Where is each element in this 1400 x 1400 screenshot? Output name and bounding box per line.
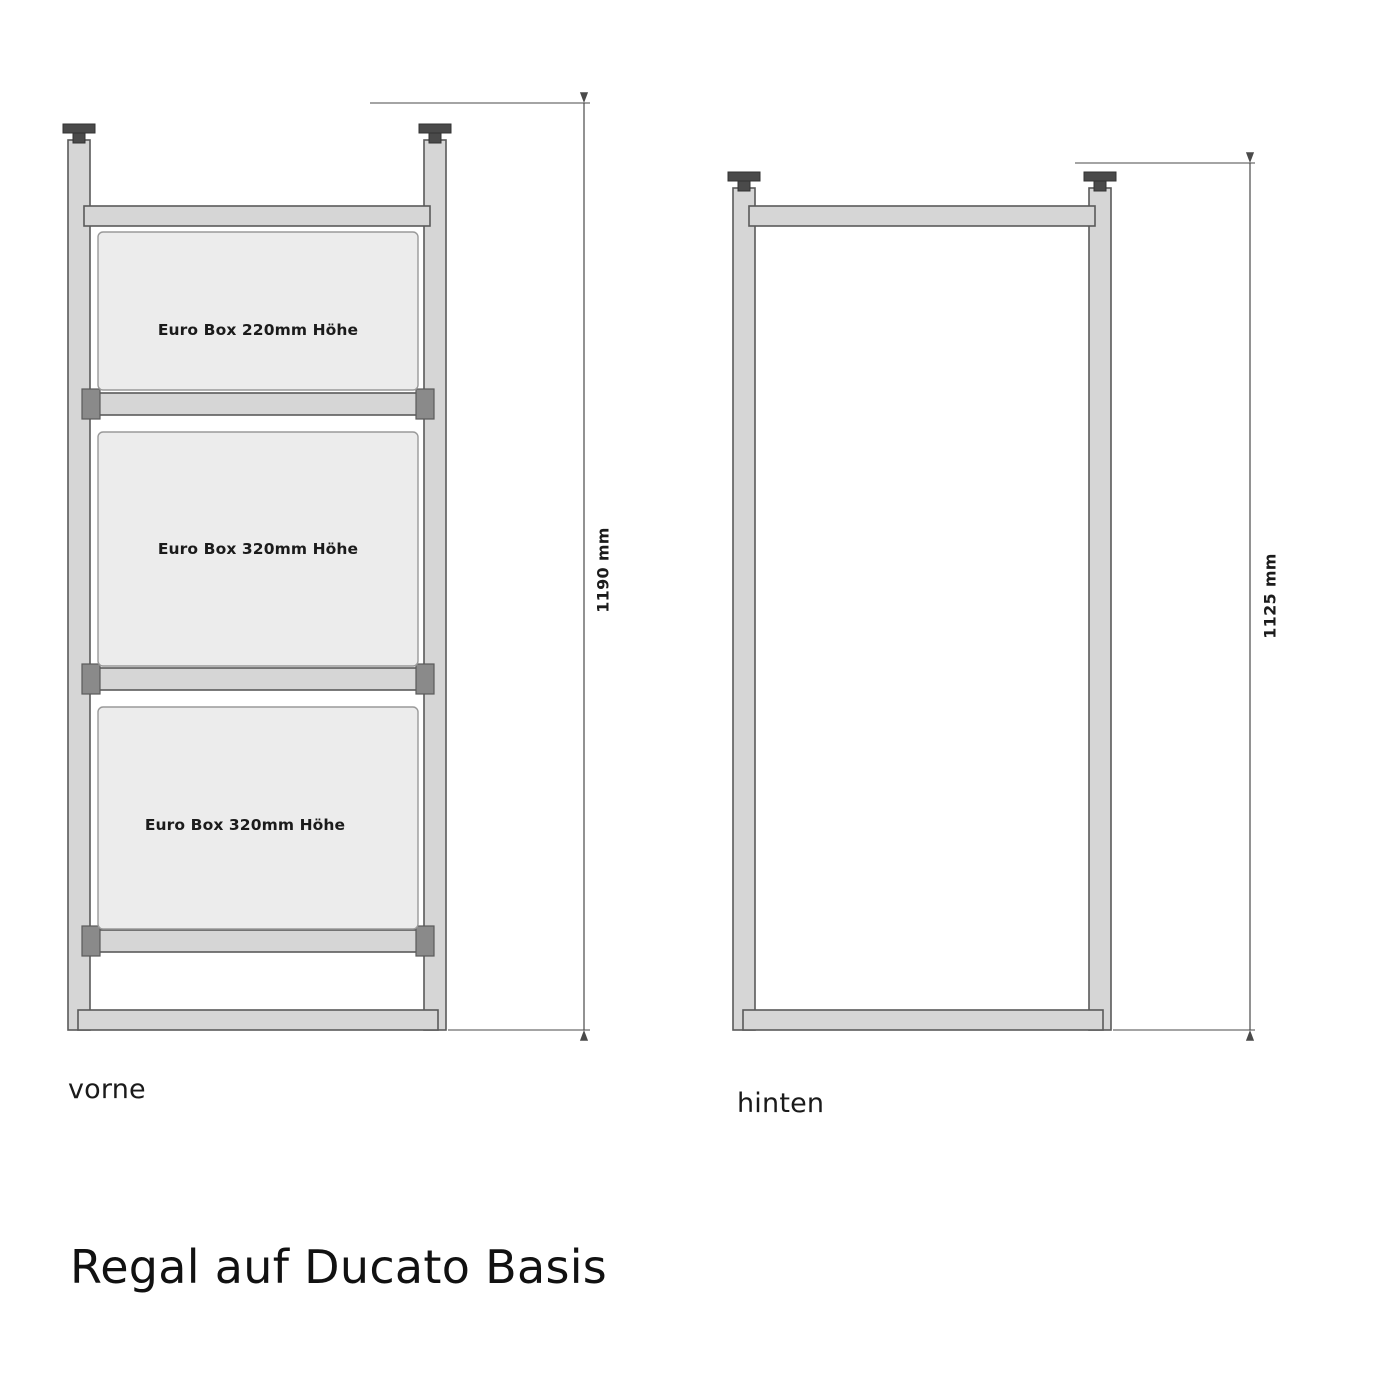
rear-view-group xyxy=(728,163,1255,1030)
front-right-post-cap-stem xyxy=(429,133,441,143)
front-right-post xyxy=(424,140,446,1030)
front-bracket-left-2 xyxy=(82,664,100,694)
front-beam-bottom xyxy=(78,1010,438,1030)
front-beam-1 xyxy=(84,393,430,415)
front-bracket-right-3 xyxy=(416,926,434,956)
front-bracket-right-1 xyxy=(416,389,434,419)
front-bracket-right-2 xyxy=(416,664,434,694)
rear-right-post-cap xyxy=(1084,172,1116,181)
rear-view-label: hinten xyxy=(737,1088,825,1119)
euro-box-1-label: Euro Box 220mm Höhe xyxy=(157,321,359,339)
rear-beam-top xyxy=(749,206,1095,226)
front-beam-3 xyxy=(84,930,430,952)
front-view-label: vorne xyxy=(68,1074,146,1105)
euro-box-3-label: Euro Box 320mm Höhe xyxy=(144,816,346,834)
euro-box-2-label: Euro Box 320mm Höhe xyxy=(157,540,359,558)
drawing-title: Regal auf Ducato Basis xyxy=(70,1240,608,1294)
rear-dimension-value: 1125 mm xyxy=(1260,553,1280,639)
front-left-post-cap-stem xyxy=(73,133,85,143)
front-left-post xyxy=(68,140,90,1030)
rear-right-post-cap-stem xyxy=(1094,181,1106,191)
rear-right-post xyxy=(1089,188,1111,1030)
front-bracket-left-1 xyxy=(82,389,100,419)
rear-beam-bottom xyxy=(743,1010,1103,1030)
rear-left-post-cap-stem xyxy=(738,181,750,191)
rear-left-post xyxy=(733,188,755,1030)
front-bracket-left-3 xyxy=(82,926,100,956)
front-beam-top xyxy=(84,206,430,226)
front-dimension-value: 1190 mm xyxy=(593,527,613,613)
rear-left-post-cap xyxy=(728,172,760,181)
front-beam-2 xyxy=(84,668,430,690)
front-view-group xyxy=(63,103,590,1030)
front-right-post-cap xyxy=(419,124,451,133)
front-left-post-cap xyxy=(63,124,95,133)
euro-box-1 xyxy=(98,232,418,390)
